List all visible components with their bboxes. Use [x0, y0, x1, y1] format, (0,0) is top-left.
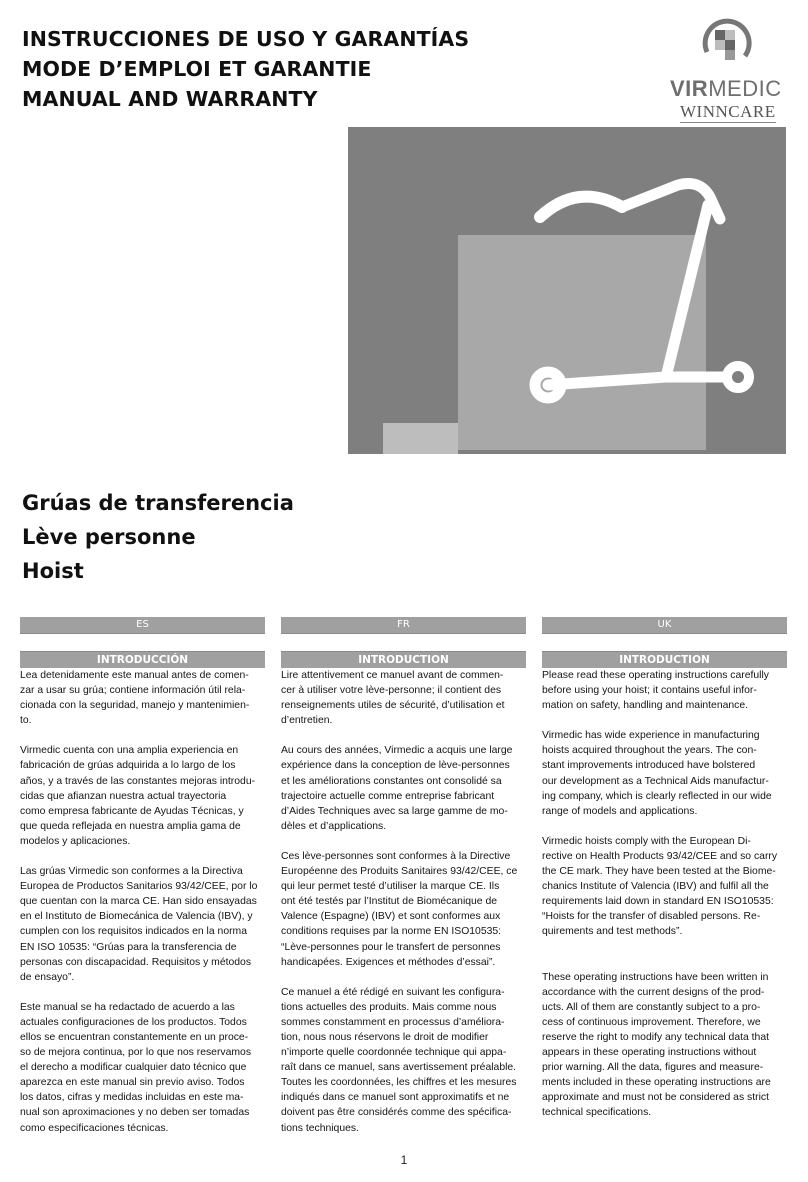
text-line: reserve the right to modify any technical data that: [542, 1031, 769, 1043]
paragraph-gap: [542, 940, 787, 970]
text-line: personas con discapacidad. Requisitos y métodos: [20, 956, 252, 968]
text-line: Las grúas Virmedic son conformes a la Directiva: [20, 866, 243, 878]
paragraph-gap: [20, 728, 265, 743]
text-line: technical specifications.: [542, 1107, 652, 1119]
text-line: ing company, which is clearly reflected in our wide: [542, 790, 772, 802]
text-line: Au cours des années, Virmedic a acquis une large: [281, 745, 513, 757]
text-line: prior warning. All the data, figures and measure-: [542, 1062, 764, 1074]
paragraph-gap: [20, 985, 265, 1000]
text-line: zar a usar su grúa; contiene información útil rela-: [20, 685, 246, 697]
text-line: accordance with the current designs of the prod-: [542, 986, 765, 998]
text-line: que queda reflejada en nuestra amplia gama de: [20, 820, 241, 832]
text-line: doivent pas être considérés comme des spécifica-: [281, 1107, 512, 1119]
text-line: Européenne des Produits Sanitaires 93/42/CEE, ce: [281, 866, 518, 878]
text-line: cumplen con los requisitos indicados en la norma: [20, 926, 247, 938]
column-fr: [281, 617, 526, 1136]
text-line: These operating instructions have been written in: [542, 971, 769, 983]
text-line: our development as a Technical Aids manufactur-: [542, 775, 769, 787]
text-line: Valence (Espagne) (IBV) et sont conformes aux: [281, 911, 501, 923]
text-line: d’entretien.: [281, 715, 333, 727]
text-line: et les améliorations constantes ont consolidé sa: [281, 775, 502, 787]
text-line: tions actuelles des produits. Mais comme nous: [281, 1001, 497, 1013]
text-line: handicapées. Exigences et méthodes d’essai”.: [281, 956, 496, 968]
text-line: expérience dans la conception de lève-personnes: [281, 760, 510, 772]
text-line: renseignements utiles de sécurité, d’utilisation et: [281, 700, 505, 712]
text-line: Virmedic has wide experience in manufacturing: [542, 730, 760, 742]
text-line: rective on Health Products 93/42/CEE and so carry: [542, 850, 778, 862]
text-line: stant improvements introduced have bolstered: [542, 760, 756, 772]
group-name: WINNCARE: [680, 102, 776, 121]
text-line: raît dans ce manuel, sans avertissement préalable.: [281, 1062, 517, 1074]
text-line: qui leur permet testé d’utiliser la marque CE. Ils: [281, 881, 500, 893]
text-line: aparezca en este manual sin previo aviso. Todos: [20, 1077, 245, 1089]
product-subtitle: [22, 486, 294, 588]
document-title: [22, 24, 492, 114]
text-line: EN ISO 10535: “Grúas para la transferencia de: [20, 941, 237, 953]
text-line: mation on safety, handling and maintenance.: [542, 700, 749, 712]
text-line: en el Instituto de Biomecánica de Valencia (IBV), y: [20, 911, 253, 923]
text-line: que cuentan con la marca CE. Han sido ensayadas: [20, 896, 257, 908]
text-line: Toutes les coordonnées, les chiffres et les mesures: [281, 1077, 517, 1089]
column-es: [20, 617, 265, 1136]
column-uk: [542, 617, 787, 1120]
language-bar-uk: UK: [542, 617, 787, 634]
text-line: años, y a través de las constantes mejoras introdu-: [20, 775, 256, 787]
title-line-es: INSTRUCCIONES DE USO Y GARANTÍAS: [22, 27, 470, 51]
brand-name-rest: MEDIC: [708, 76, 782, 101]
hoist-illustration: [348, 127, 786, 454]
text-line: sommes constamment en processus d’améliora-: [281, 1016, 505, 1028]
text-line: como empresa fabricante de Ayudas Técnicas, y: [20, 805, 244, 817]
paragraph-gap: [281, 970, 526, 985]
text-line: chanics Institute of Valencia (IBV) and fulfil all the: [542, 881, 769, 893]
body-text-es: [20, 668, 265, 1136]
virmedic-emblem-icon: [697, 16, 755, 70]
text-line: Please read these operating instructions carefully: [542, 670, 769, 681]
page-number: 1: [400, 1153, 408, 1167]
text-line: “Lève-personnes pour le transfert de personnes: [281, 941, 501, 953]
text-line: los datos, cifras y medidas incluidas en este ma-: [20, 1092, 244, 1104]
subtitle-es: Grúas de transferencia: [22, 491, 294, 515]
text-line: cess of continuous improvement. Therefore, we: [542, 1016, 761, 1028]
text-line: ucts. All of them are constantly subject to a pro-: [542, 1001, 761, 1013]
paragraph-gap: [20, 849, 265, 864]
text-line: before using your hoist; it contains useful infor-: [542, 685, 757, 697]
language-bar-fr: FR: [281, 617, 526, 634]
text-line: n’importe quelle coordonnée technique qui appa-: [281, 1047, 507, 1059]
text-line: nual son aproximaciones y no deben ser tomadas: [20, 1107, 250, 1119]
text-line: Ce manuel a été rédigé en suivant les configura-: [281, 986, 505, 998]
text-line: ont été testés par l’Institut de Biomécanique de: [281, 896, 498, 908]
body-text-uk: [542, 668, 787, 1120]
text-line: Este manual se ha redactado de acuerdo a las: [20, 1001, 235, 1013]
text-line: Virmedic hoists comply with the European Di-: [542, 835, 751, 847]
text-line: to.: [20, 715, 32, 727]
text-line: requirements laid down in standard EN ISO10535:: [542, 896, 774, 908]
text-line: fabricación de grúas adquirida a lo largo de los: [20, 760, 236, 772]
subtitle-fr: Lève personne: [22, 525, 196, 549]
text-line: hoists acquired throughout the years. The con-: [542, 745, 757, 757]
title-line-fr: MODE D’EMPLOI ET GARANTIE: [22, 57, 372, 81]
text-line: appears in these operating instructions without: [542, 1046, 757, 1058]
brand-name-bold: VIR: [670, 76, 709, 101]
brand-logo: [660, 14, 790, 124]
paragraph-gap: [542, 819, 787, 834]
text-line: conditions requises par la norme EN ISO10535:: [281, 926, 502, 938]
text-line: Europea de Productos Sanitarios 93/42/CEE, por lo: [20, 881, 258, 893]
text-line: quirements and test methods”.: [542, 926, 683, 938]
text-line: actuales configuraciones de los productos. Todos: [20, 1016, 247, 1028]
section-heading-fr: INTRODUCTION: [281, 651, 526, 668]
text-line: Virmedic cuenta con una amplia experiencia en: [20, 745, 239, 757]
text-line: ellos se encuentran constantemente en un proce-: [20, 1031, 249, 1043]
paragraph-gap: [281, 834, 526, 849]
paragraph-gap: [281, 728, 526, 743]
text-line: approximate and must not be considered as strict: [542, 1092, 769, 1104]
text-line: modelos y aplicaciones.: [20, 835, 131, 847]
text-line: trajectoire actuelle comme entreprise fabricant: [281, 790, 495, 802]
text-line: de ensayo”.: [20, 971, 75, 983]
text-line: dèles et d’applications.: [281, 820, 387, 832]
brand-name: [670, 76, 782, 102]
text-line: el derecho a modificar cualquier dato técnico que: [20, 1062, 247, 1074]
text-line: cidas que afianzan nuestra actual trayectoria: [20, 790, 227, 802]
text-line: the CE mark. They have been tested at the Biome-: [542, 866, 776, 878]
subtitle-uk: Hoist: [22, 559, 84, 583]
text-line: tion, nous nous réservons le droit de modifier: [281, 1031, 489, 1043]
text-line: Ces lève-personnes sont conformes à la Directive: [281, 850, 511, 862]
text-line: cer à utiliser votre lève-personne; il contient des: [281, 685, 502, 697]
text-line: como especificaciones técnicas.: [20, 1122, 169, 1134]
text-line: indiqués dans ce manuel sont approximatifs et ne: [281, 1092, 510, 1104]
text-line: Lire attentivement ce manuel avant de commen-: [281, 670, 504, 681]
text-line: so de mejora continua, por lo que nos reservamos: [20, 1047, 252, 1059]
text-line: tions techniques.: [281, 1122, 359, 1134]
text-line: ments included in these operating instructions are: [542, 1077, 771, 1089]
section-heading-es: INTRODUCCIÓN: [20, 651, 265, 668]
text-line: range of models and applications.: [542, 805, 698, 817]
text-line: Lea detenidamente este manual antes de comen-: [20, 670, 249, 681]
language-bar-es: ES: [20, 617, 265, 634]
body-text-fr: [281, 668, 526, 1136]
paragraph-gap: [542, 713, 787, 728]
title-line-uk: MANUAL AND WARRANTY: [22, 87, 318, 111]
section-heading-uk: INTRODUCTION: [542, 651, 787, 668]
text-line: “Hoists for the transfer of disabled persons. Re-: [542, 911, 761, 923]
text-line: d’Aides Techniques avec sa large gamme de mo-: [281, 805, 508, 817]
text-line: cionada con la seguridad, manejo y mantenimien-: [20, 700, 250, 712]
